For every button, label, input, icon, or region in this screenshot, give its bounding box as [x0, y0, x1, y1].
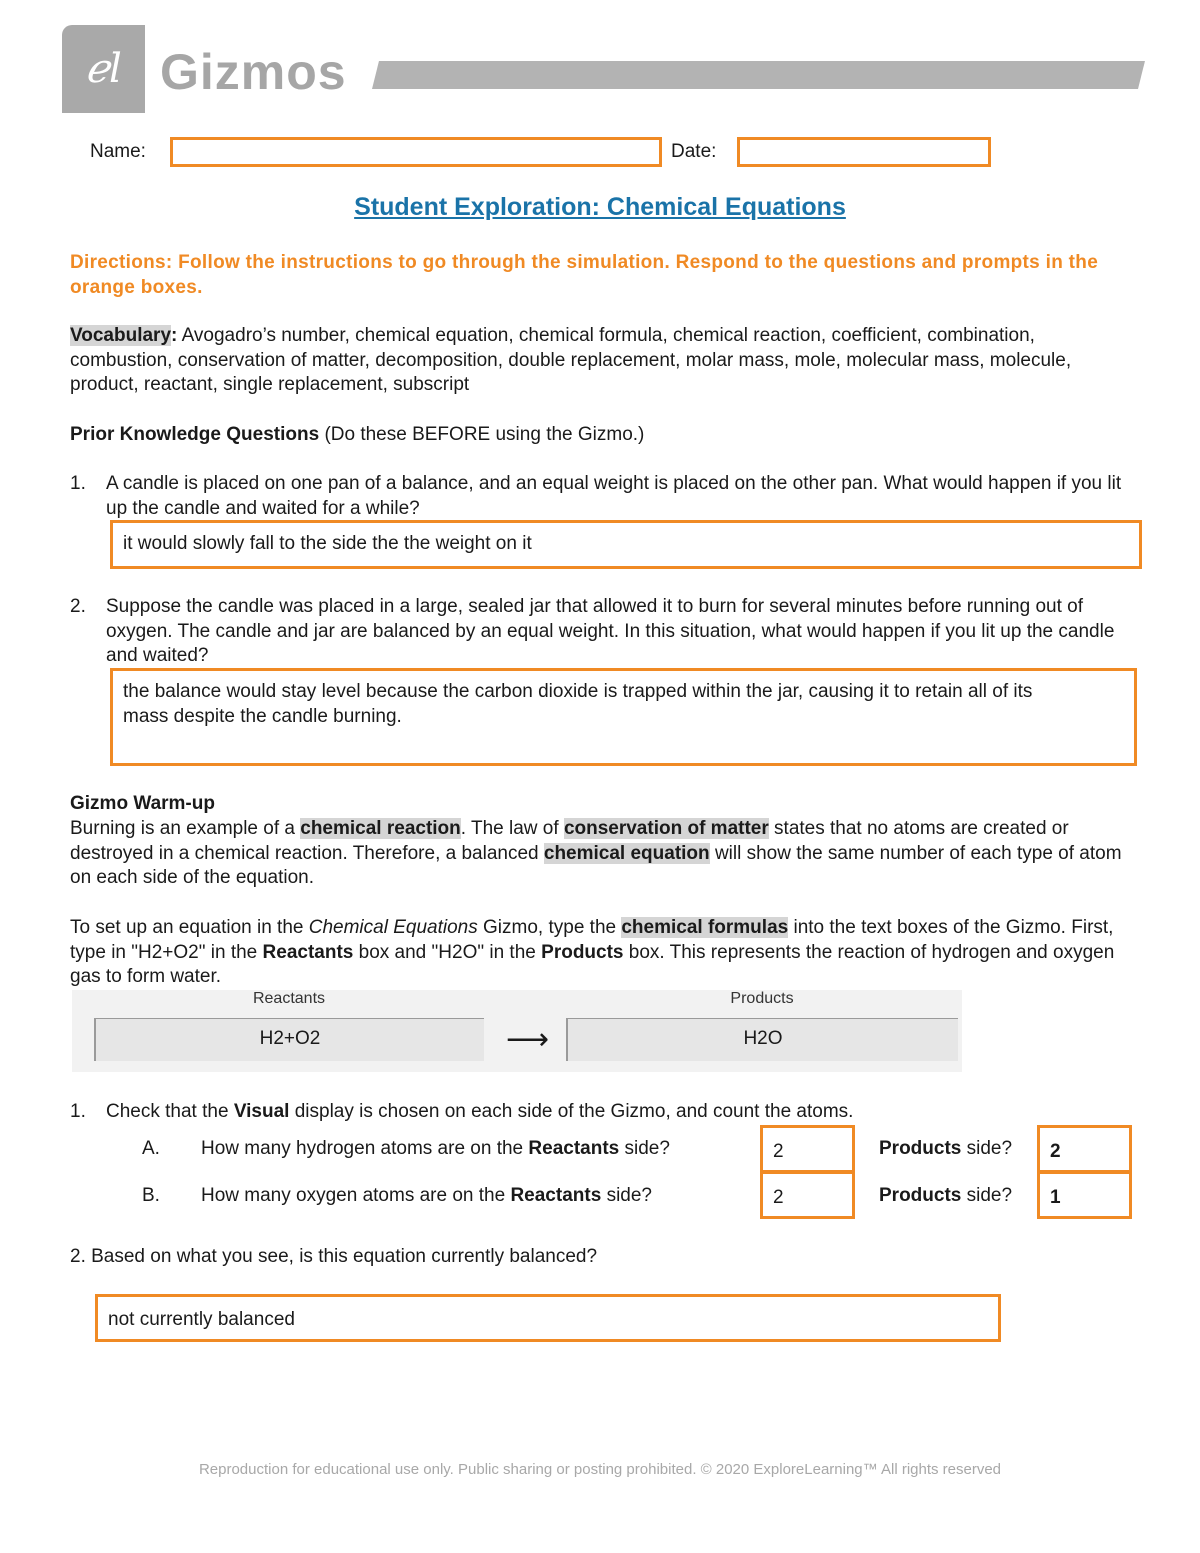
row-a-question	[201, 1137, 670, 1162]
date-value	[740, 141, 748, 162]
prior-knowledge-heading	[70, 423, 644, 448]
row-b-text-b: side?	[606, 1185, 652, 1206]
warmup-q2-answer-box[interactable]	[95, 1294, 1001, 1342]
warmup-q2-text: 2. Based on what you see, is this equation currently balanced?	[70, 1246, 598, 1267]
row-b-letter: B.	[142, 1185, 160, 1206]
prior-heading: Prior Knowledge Questions	[70, 424, 320, 445]
vocabulary: Vocabulary: Avogadro’s number, chemical equation, chemical formula, chemical reaction, coefficient, combination, combustion, conservation of matter, decomposition, double replacement, molar mass, mole, molecular mass, molecule, product, reactant, single replacement, subscript	[70, 325, 1072, 395]
name-label: Name:	[90, 141, 146, 162]
gizmo-name: Chemical Equations	[308, 917, 478, 938]
wq1-text-b: display is chosen on each side of the Gizmo, and count the atoms.	[294, 1101, 854, 1122]
row-a-text-b: side?	[624, 1138, 670, 1159]
q2-text: Suppose the candle was placed in a large, sealed jar that allowed it to burn for several minutes before running out of oxygen. The candle and jar are balanced by an equal weight. In this situation, what would happen if you lit up the candle and waited?	[106, 596, 1115, 666]
date-label: Date:	[671, 141, 717, 162]
q2-answer-box[interactable]	[110, 668, 1137, 766]
p1-text-c: states that no atoms are created or destroyed in a chemical reaction. Therefore, a balanced	[70, 818, 1069, 864]
name-field[interactable]	[170, 137, 662, 167]
header-bar	[372, 61, 1145, 89]
row-b-products	[879, 1184, 1012, 1209]
prior-note: (Do these BEFORE using the Gizmo.)	[324, 424, 645, 445]
p2-text-b: Gizmo, type the	[483, 917, 617, 938]
q1-answer: it would slowly fall to the side the the weight on it	[123, 533, 532, 554]
hydrogen-products-value: 2	[1050, 1141, 1061, 1162]
row-b-products-label: Products	[879, 1185, 962, 1206]
warmup-q2-answer: not currently balanced	[108, 1309, 295, 1330]
q1-answer-box[interactable]	[110, 520, 1142, 569]
p2-text-d: box and "H2O" in the	[358, 941, 536, 963]
p2-reactants: Reactants	[262, 941, 354, 963]
warmup-q1-text	[106, 1100, 1136, 1125]
p1-text-d: will show the same number of each type of atom on each side of the equation.	[70, 842, 1122, 888]
term-conservation-of-matter: conservation of matter	[563, 818, 769, 839]
p2-text-c: into the text boxes of the Gizmo. First, type in "H2+O2" in the	[70, 917, 1114, 963]
q1-text: A candle is placed on one pan of a balance, and an equal weight is placed on the other pan. What would happen if you lit up the candle and waited for a while?	[106, 473, 1122, 519]
warmup-heading: Gizmo Warm-up	[70, 793, 215, 814]
wq1-visual: Visual	[233, 1101, 290, 1122]
row-b-text-a: How many oxygen atoms are on the	[201, 1185, 506, 1206]
reactants-label: Reactants	[252, 990, 326, 1007]
term-chemical-equation: chemical equation	[543, 842, 710, 864]
row-a-text-a: How many hydrogen atoms are on the	[201, 1138, 524, 1159]
explorelearning-logo-icon: ℯl	[85, 46, 122, 92]
vocabulary-label: Vocabulary	[70, 325, 172, 346]
row-a-products-label: Products	[879, 1138, 962, 1159]
oxygen-products-value: 1	[1050, 1187, 1061, 1208]
name-value	[173, 141, 181, 162]
row-a-products	[879, 1137, 1012, 1162]
q1-number: 1.	[70, 473, 86, 494]
gizmos-wordmark: Gizmos	[160, 44, 347, 100]
row-a-text-c: side?	[966, 1138, 1013, 1159]
q2-answer: the balance would stay level because the carbon dioxide is trapped within the jar, causing it to retain all of its mass despite the candle burning.	[123, 681, 1033, 727]
oxygen-products-answer[interactable]	[1037, 1171, 1132, 1219]
p2-text-e: box. This represents the reaction of hydrogen and oxygen gas to form water.	[70, 941, 1115, 987]
term-chemical-formulas: chemical formulas	[621, 917, 789, 938]
directions: Directions: Follow the instructions to go through the simulation. Respond to the questions and prompts in the orange boxes.	[70, 252, 1099, 298]
products-input[interactable]: H2O	[566, 1018, 958, 1061]
hydrogen-products-answer[interactable]	[1037, 1125, 1132, 1173]
warmup-paragraph-1	[70, 817, 1135, 891]
footer-copyright: Reproduction for educational use only. Public sharing or posting prohibited. © 2020 ExploreLearning™ All rights reserved	[198, 1461, 1002, 1478]
p2-text-a: To set up an equation in the	[70, 917, 304, 938]
products-label: Products	[730, 990, 794, 1007]
vocabulary-text: Avogadro’s number, chemical equation, chemical formula, chemical reaction, coefficient, combination, combustion, conservation of matter, decomposition, double replacement, molar mass, mole, molecular mass, molecule, product, reactant, single replacement, subscript	[70, 325, 1072, 395]
reaction-arrow-icon: ⟶	[506, 1023, 550, 1056]
warmup-q1-number: 1.	[70, 1101, 86, 1122]
row-b-reactants: Reactants	[510, 1185, 602, 1206]
hydrogen-reactants-value: 2	[773, 1141, 784, 1162]
row-a-reactants: Reactants	[528, 1138, 620, 1159]
date-field[interactable]	[737, 137, 991, 167]
oxygen-reactants-answer[interactable]	[760, 1171, 855, 1219]
p2-products: Products	[541, 941, 624, 963]
warmup-paragraph-2	[70, 916, 1140, 990]
hydrogen-reactants-answer[interactable]	[760, 1125, 855, 1173]
row-b-text-c: side?	[966, 1185, 1013, 1206]
term-chemical-reaction: chemical reaction	[300, 818, 461, 839]
p1-text-b: . The law of	[460, 818, 559, 839]
row-a-letter: A.	[142, 1138, 160, 1159]
p1-text-a: Burning is an example of a	[70, 818, 295, 839]
page-title: Student Exploration: Chemical Equations	[354, 193, 846, 221]
row-b-question	[201, 1184, 652, 1209]
reactants-input[interactable]: H2+O2	[94, 1018, 484, 1061]
q2-number: 2.	[70, 596, 86, 617]
oxygen-reactants-value: 2	[773, 1187, 784, 1208]
wq1-text-a: Check that the	[106, 1101, 229, 1122]
